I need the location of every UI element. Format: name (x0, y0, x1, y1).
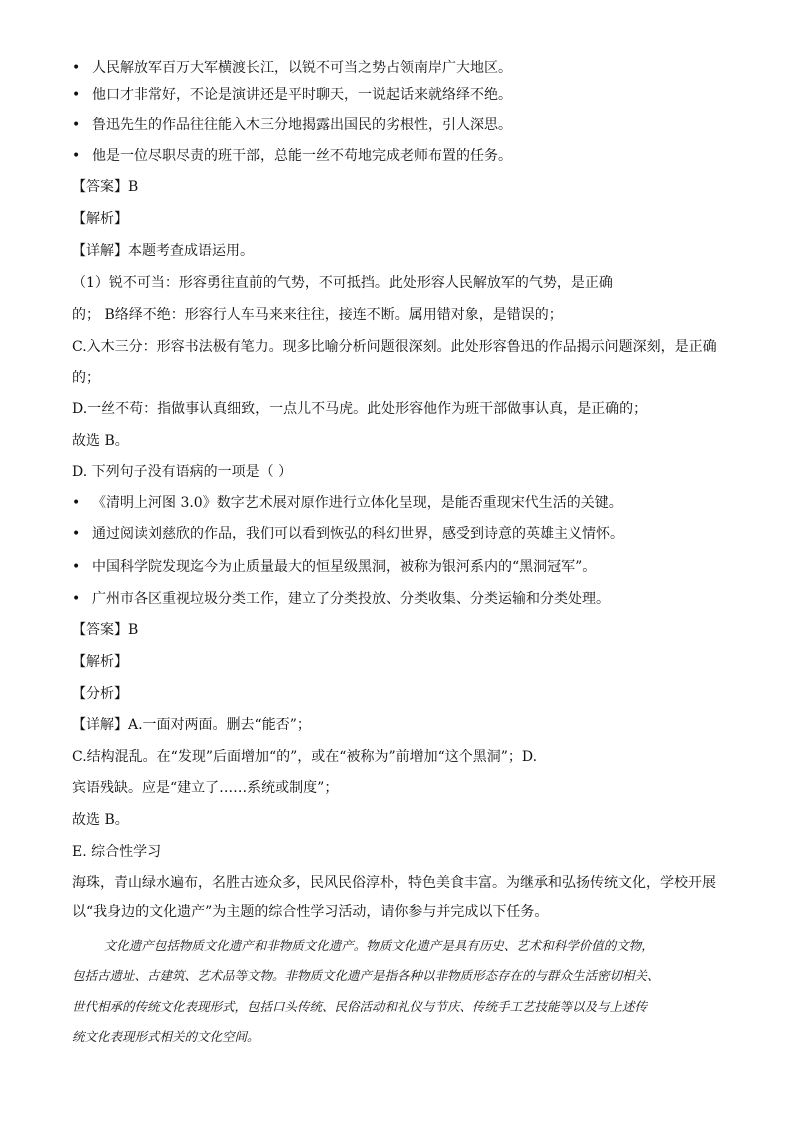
bullet-icon: • (72, 591, 81, 607)
option-d-1: • 他是一位尽职尽责的班干部，总能一丝不苟地完成老师布置的任务。 (72, 148, 512, 164)
detail-line: 故选 B。 (72, 433, 129, 449)
bullet-icon: • (72, 60, 81, 76)
analysis-label-1: 【解析】 (72, 211, 128, 227)
section-heading-e: E. 综合性学习 (72, 844, 162, 860)
bullet-icon: • (72, 87, 81, 103)
detail-line: 的； B络绎不绝：形容行人车马来来往往，接连不断。属用错对象，是错误的； (72, 307, 563, 323)
option-d-2: • 广州市各区重视垃圾分类工作，建立了分类投放、分类收集、分类运输和分类处理。 (72, 591, 610, 607)
intro-line: 以“我身边的文化遗产”为主题的综合性学习活动，请你参与并完成以下任务。 (72, 904, 549, 920)
option-c-2: • 中国科学院发现迄今为止质量最大的恒星级黑洞，被称为银河系内的“黑洞冠军”。 (72, 559, 597, 575)
answer-2: 【答案】B (72, 622, 139, 638)
bullet-icon: • (72, 117, 81, 133)
quote-line: 文化遗产包括物质文化遗产和非物质文化遗产。物质文化遗产是具有历史、艺术和科学价值的文物， (72, 938, 654, 953)
detail-line: 的； (72, 370, 100, 386)
detail-line: 故选 B。 (72, 812, 129, 828)
bullet-icon: • (72, 526, 81, 542)
detail-line: 宾语残缺。应是“建立了……系统或制度”； (72, 780, 339, 796)
detail-line: 【详解】本题考查成语运用。 (72, 243, 254, 259)
quote-line: 包括古遗址、古建筑、艺术品等文物。非物质文化遗产是指各种以非物质形态存在的与群众生活密切相关、 (72, 968, 660, 983)
quote-line: 世代相承的传统文化表现形式，包括口头传统、民俗活动和礼仪与节庆、传统手工艺技能等以及与上述传 (72, 999, 648, 1014)
detail-line: C.结构混乱。在“发现”后面增加“的”，或在“被称为”前增加“这个黑洞”；D. (72, 749, 538, 765)
option-b-1: • 他口才非常好，不论是演讲还是平时聊天，一说起话来就络绎不绝。 (72, 87, 512, 103)
answer-1: 【答案】B (72, 179, 139, 195)
detail-line: D.一丝不苟：指做事认真细致，一点儿不马虎。此处形容他作为班干部做事认真，是正确的； (72, 401, 648, 417)
option-c-1: • 鲁迅先生的作品往往能入木三分地揭露出国民的劣根性，引人深思。 (72, 117, 512, 133)
quote-line: 统文化表现形式相关的文化空间。 (72, 1029, 260, 1044)
detail-line: 【详解】A.一面对两面。删去“能否”； (72, 717, 311, 733)
analysis-label-2: 【解析】 (72, 654, 128, 670)
bullet-icon: • (72, 559, 81, 575)
option-b-2: • 通过阅读刘慈欣的作品，我们可以看到恢弘的科幻世界，感受到诗意的英雄主义情怀。 (72, 526, 624, 542)
bullet-icon: • (72, 148, 81, 164)
bullet-icon: • (72, 495, 81, 511)
option-a-1: • 人民解放军百万大军横渡长江，以锐不可当之势占领南岸广大地区。 (72, 60, 512, 76)
question-d: D. 下列句子没有语病的一项是（ ） (72, 464, 293, 480)
detail-line: （1）锐不可当：形容勇往直前的气势，不可抵挡。此处形容人民解放军的气势，是正确 (72, 275, 613, 291)
intro-line: 海珠，青山绿水遍布，名胜古迹众多，民风民俗淳朴，特色美食丰富。为继承和弘扬传统文化，学校开展 (72, 875, 716, 891)
analyze-label-2: 【分析】 (72, 686, 128, 702)
option-a-2: • 《清明上河图 3.0》数字艺术展对原作进行立体化呈现，是能否重现宋代生活的关键。 (72, 495, 623, 511)
detail-line: C.入木三分：形容书法极有笔力。现多比喻分析问题很深刻。此处形容鲁迅的作品揭示问题深刻，是正确 (72, 339, 717, 355)
